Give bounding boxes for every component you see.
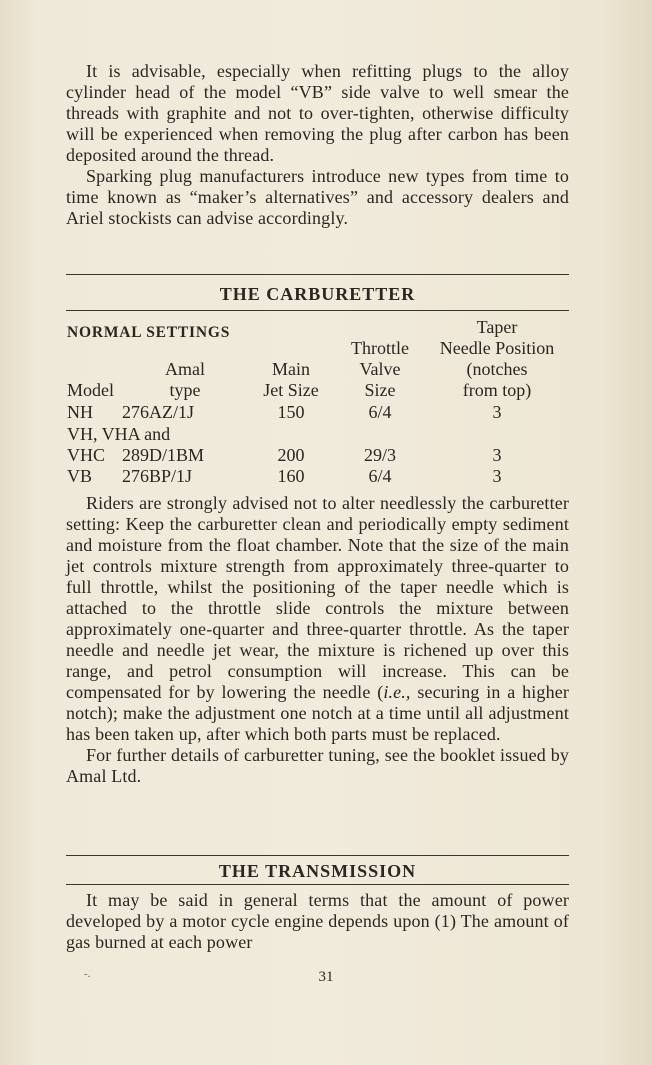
header-needle-1: Taper <box>476 317 518 337</box>
rule-top-carburetter <box>66 274 569 275</box>
row-vh-model: VH, VHA and <box>67 424 171 444</box>
header-throttle-2: Valve <box>359 359 401 379</box>
header-model: Model <box>67 380 114 400</box>
header-amal-1: Amal <box>165 359 205 379</box>
row-nh-throttle: 6/4 <box>368 402 392 422</box>
carburetter-paragraph-2: For further details of carburetter tuning, see the booklet issued by Amal Ltd. <box>66 745 569 786</box>
header-needle-2: Needle Position <box>439 338 555 358</box>
rule-top-transmission <box>66 855 569 856</box>
row-vb-jet: 160 <box>277 466 305 486</box>
row-vb-needle: 3 <box>492 466 502 486</box>
header-amal-2: type <box>169 380 201 400</box>
carburetter-paragraph-1-part-a: Riders are strongly advised not to alter needlessly the carburetter setting: Keep the carburetter clean and periodically empty sediment and moisture from the float chamber. Note that the size of the main jet controls mixture strength from approximately three-quarter to full throttle, whilst the positioning of the taper needle which is attached to the throttle slide controls the mixture between approximately one-quarter and three-quarter throttle. As the taper needle and needle jet wear, the mixture is richened up over this range, and petrol consumption will increase. This can be compensated for by lowering the needle ( <box>66 493 569 702</box>
intro-paragraph-2: Sparking plug manufacturers introduce new types from time to time known as “maker’s alternatives” and accessory dealers and Ariel stockists can advise accordingly. <box>66 166 569 228</box>
row-vb-amal: 276BP/1J <box>122 466 193 486</box>
header-needle-4: from top) <box>462 380 532 400</box>
intro-paragraph-1: It is advisable, especially when refitting plugs to the alloy cylinder head of the model “VB” side valve to well smear the threads with graphite and not to over-tighten, otherwise difficulty will be experienced when removing the plug after carbon has been deposited around the thread. <box>66 61 569 165</box>
table-title: NORMAL SETTINGS <box>67 324 231 341</box>
row-nh-amal: 276AZ/1J <box>122 402 194 422</box>
row-vhc-needle: 3 <box>492 445 502 465</box>
transmission-paragraph-1: It may be said in general terms that the amount of power developed by a motor cycle engine depends upon (1) The amount of gas burned at each power <box>66 890 569 952</box>
rule-bottom-carburetter <box>66 310 569 311</box>
row-vhc-amal: 289D/1BM <box>122 445 205 465</box>
row-vb-throttle: 6/4 <box>368 466 392 486</box>
row-nh-model: NH <box>67 402 93 422</box>
header-jet-2: Jet Size <box>263 380 319 400</box>
intro-section <box>66 61 569 229</box>
header-throttle-3: Size <box>364 380 396 400</box>
row-vhc-throttle: 29/3 <box>363 445 396 465</box>
carburetter-paragraph-1-part-b: securing in a higher notch); make the adjustment one notch at a time until all adjustment has been taken up, after which both parts must be replaced. <box>66 682 569 744</box>
row-vhc-jet: 200 <box>277 445 305 465</box>
row-nh-jet: 150 <box>277 402 305 422</box>
transmission-text <box>66 890 569 953</box>
row-nh-needle: 3 <box>492 402 502 422</box>
header-needle-3: (notches <box>466 359 528 379</box>
row-vb-model: VB <box>67 466 93 486</box>
carburetter-paragraph-1 <box>66 493 569 745</box>
row-vhc-model: VHC <box>67 445 106 465</box>
carburetter-text <box>66 493 569 787</box>
page-number: 31 <box>318 969 334 985</box>
carburetter-paragraph-1-italic: i.e., <box>383 682 411 702</box>
header-throttle-1: Throttle <box>351 338 409 358</box>
header-jet-1: Main <box>272 359 310 379</box>
carburetter-heading: THE CARBURETTER <box>219 284 416 304</box>
page-speck-mark: -. <box>84 968 91 980</box>
rule-bottom-transmission <box>66 884 569 885</box>
transmission-heading: THE TRANSMISSION <box>218 861 417 881</box>
